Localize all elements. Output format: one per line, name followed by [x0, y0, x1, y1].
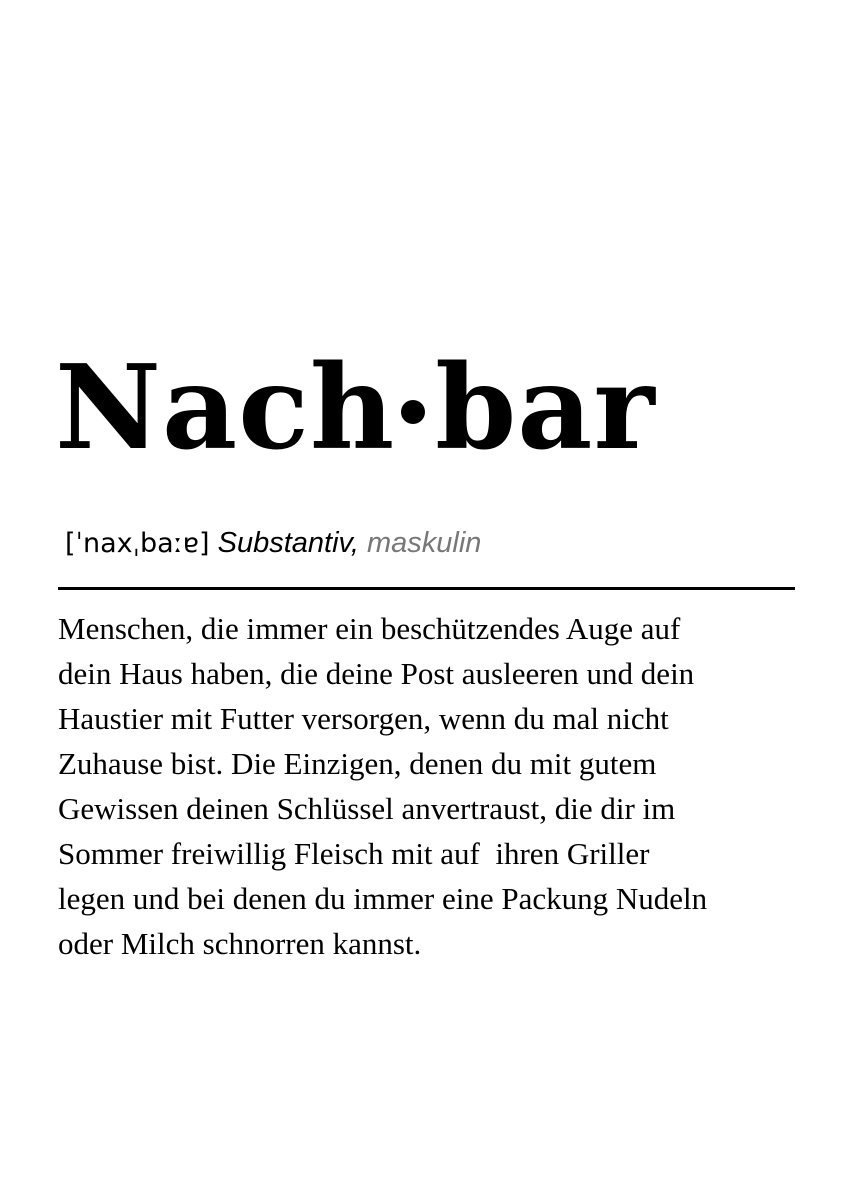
- part-of-speech: Substantiv,: [217, 527, 359, 559]
- grammatical-gender: maskulin: [367, 527, 482, 559]
- definition-line: Menschen, die immer ein beschützendes Auge auf: [58, 611, 681, 646]
- definition-line: Sommer freiwillig Fleisch mit auf ihren Griller: [58, 836, 650, 871]
- definition-line: oder Milch schnorren kannst.: [58, 926, 422, 961]
- headword-syllable-1: Nach: [55, 340, 396, 476]
- headword-syllable-2: bar: [435, 340, 656, 476]
- headword: [55, 340, 656, 476]
- syllable-separator-dot: [401, 400, 425, 424]
- pronunciation-line: [65, 528, 481, 560]
- divider: [58, 587, 795, 590]
- definition-line: Gewissen deinen Schlüssel anvertraust, die dir im: [58, 791, 676, 826]
- definition-text: [58, 606, 808, 966]
- definition-line: Zuhause bist. Die Einzigen, denen du mit gutem: [58, 746, 657, 781]
- definition-line: dein Haus haben, die deine Post ausleeren und dein: [58, 656, 695, 691]
- definition-line: legen und bei denen du immer eine Packung Nudeln: [58, 881, 708, 916]
- definition-line: Haustier mit Futter versorgen, wenn du mal nicht: [58, 701, 669, 736]
- pronunciation: [ˈnaxˌbaːɐ]: [65, 528, 210, 559]
